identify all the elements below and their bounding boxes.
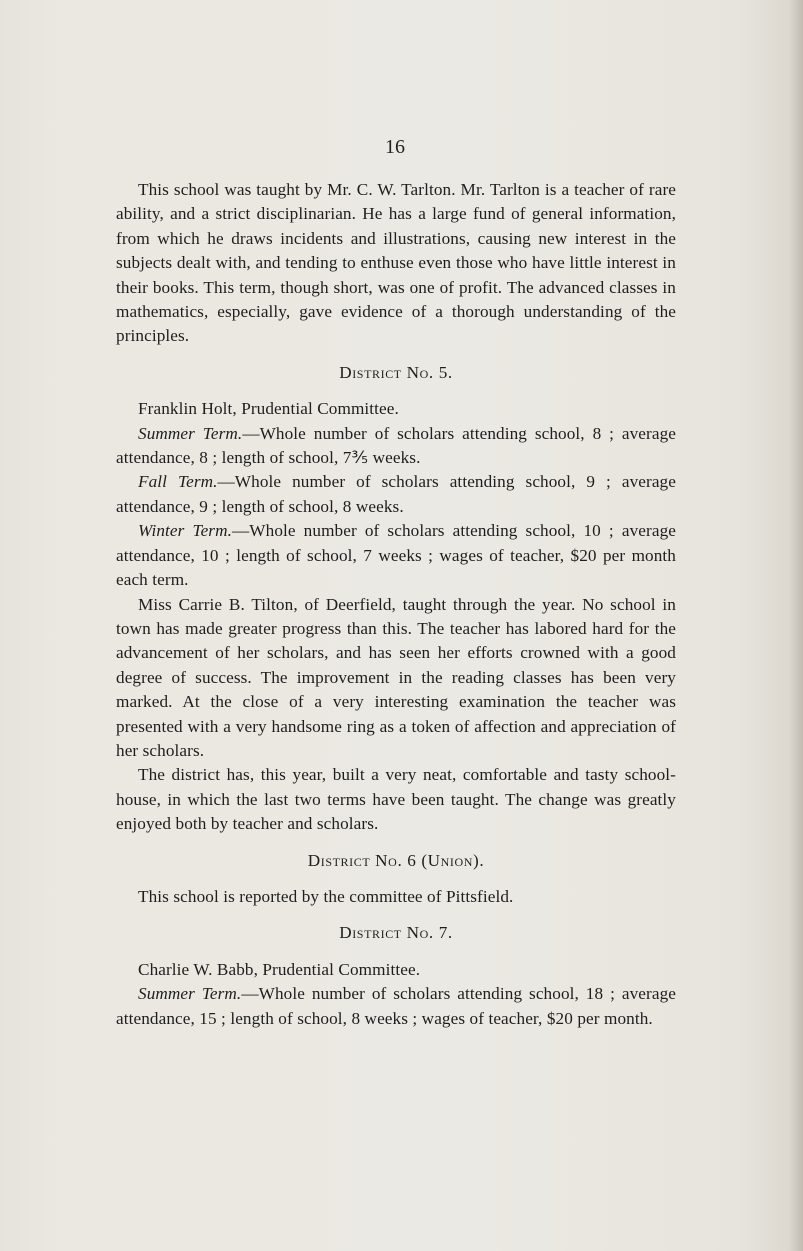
paragraph-tilton: Miss Carrie B. Tilton, of Deerfield, taught through the year. No school in town has made greater progress than this. The teacher has labored hard for the advancement of her scholars, and has seen her efforts crowned with a good degree of success. The improvement in the reading classes has been very marked. At the close of a very interesting examination the teacher was presented with a very handsome ring as a token of affection and appreciation of her scholars. bbox=[116, 594, 676, 760]
body-text bbox=[116, 178, 676, 1031]
district-5-committee: Franklin Holt, Prudential Committee. bbox=[138, 399, 399, 419]
page-number: 16 bbox=[385, 136, 405, 158]
district-7-summer bbox=[116, 982, 676, 1031]
district-6-text: This school is reported by the committee of Pittsfield. bbox=[138, 886, 514, 906]
summer-term-label: Summer Term. bbox=[138, 423, 243, 443]
district-5-winter bbox=[116, 519, 676, 592]
d7-summer-term-text: —Whole number of scholars attending school, 18 ; average attendance, 15 ; length of school, 8 weeks ; wages of teacher, $20 per month. bbox=[116, 984, 676, 1028]
heading-district-7: District No. 7. bbox=[339, 923, 453, 943]
district-5-fall bbox=[116, 470, 676, 519]
paragraph-tarlton: This school was taught by Mr. C. W. Tarlton. Mr. Tarlton is a teacher of rare ability, and a strict disciplinarian. He has a large fund of general information, from which he draws incidents and illustrations, causing new interest in the subjects dealt with, and tending to enthuse even those who have little interest in their books. This term, though short, was one of profit. The advanced classes in mathematics, especially, gave evidence of a thorough understanding of the principles. bbox=[116, 180, 676, 346]
fall-term-label: Fall Term. bbox=[138, 472, 218, 492]
heading-district-5: District No. 5. bbox=[339, 362, 453, 382]
summer-term-text: —Whole number of scholars attending school, 8 ; average attendance, 8 ; length of school, 7⅗ weeks. bbox=[116, 423, 676, 468]
fall-term-text: —Whole number of scholars attending school, 9 ; average attendance, 9 ; length of school, 8 weeks. bbox=[116, 472, 676, 516]
district-7-committee: Charlie W. Babb, Prudential Committee. bbox=[138, 959, 421, 979]
winter-term-label: Winter Term. bbox=[138, 521, 233, 541]
paragraph-schoolhouse: The district has, this year, built a very neat, comfortable and tasty school-house, in which the last two terms have been taught. The change was greatly enjoyed both by teacher and scholars. bbox=[116, 765, 676, 834]
page-edge-shadow bbox=[789, 0, 803, 1251]
d7-summer-term-label: Summer Term. bbox=[138, 984, 242, 1004]
heading-district-6: District No. 6 (Union). bbox=[307, 850, 485, 870]
winter-term-text: —Whole number of scholars attending school, 10 ; average attendance, 10 ; length of school, 7 weeks ; wages of teacher, $20 per month each term. bbox=[116, 521, 676, 590]
district-5-summer bbox=[116, 422, 676, 471]
